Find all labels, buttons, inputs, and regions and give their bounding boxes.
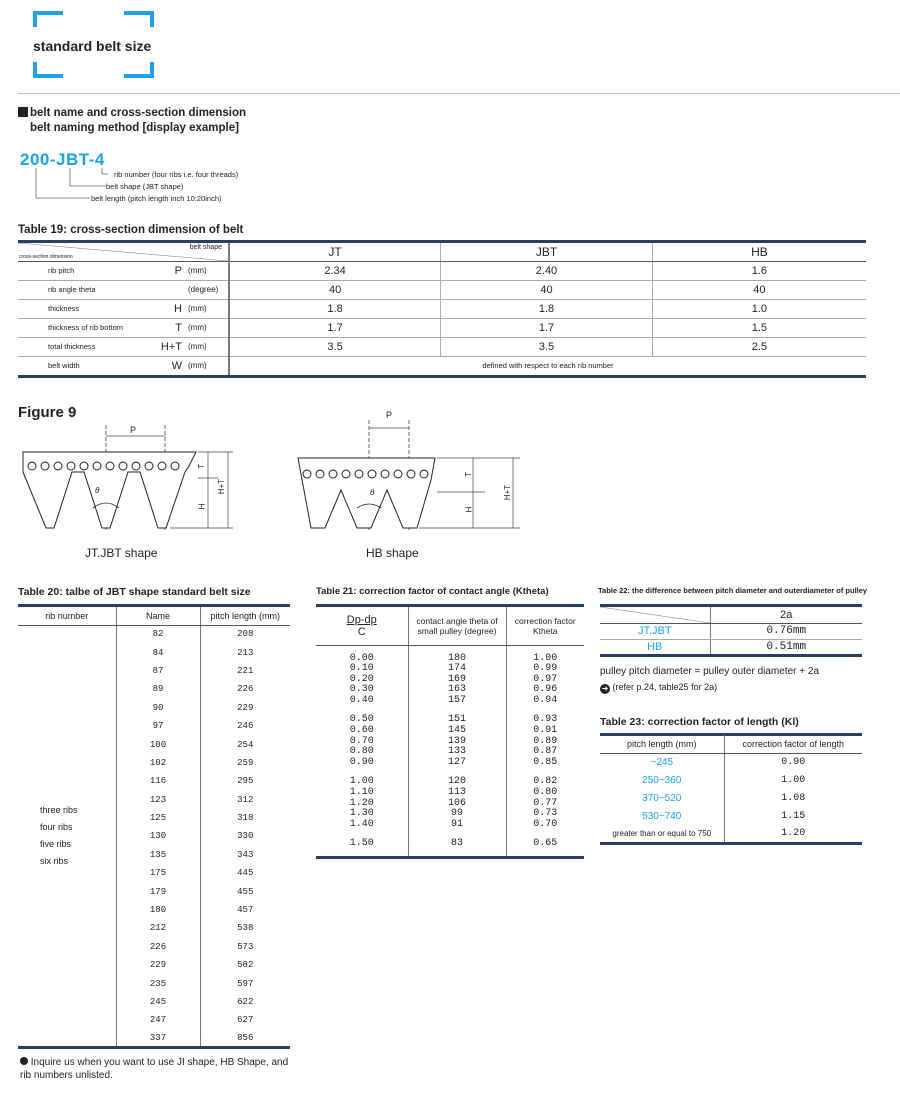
table-row: rib pitch P (mm) 2.34 2.40 1.6	[18, 261, 866, 280]
table-row: 89 226	[18, 680, 290, 698]
table-row: 100 254	[18, 735, 290, 753]
table-row: greater than or equal to 750 1.20	[600, 825, 862, 843]
correction-factor-column	[506, 645, 584, 858]
table-row: 125 318	[18, 809, 290, 827]
table22-ref: ➜ (refer p.24, table25 for 2a)	[601, 682, 718, 693]
rib-note: rib number (four ribs i.e. four threads)	[114, 170, 239, 179]
section-heading: belt name and cross-section dimension belt naming method [display example]	[18, 106, 246, 136]
table20-title: Table 20: talbe of JBT shape standard belt size	[18, 586, 251, 598]
table21-cell: 0.50	[349, 714, 374, 726]
table-row: 135 343	[18, 846, 290, 864]
dp-dp-c-column	[316, 645, 408, 858]
table-row: 130 330	[18, 827, 290, 845]
table21-cell: 0.99	[533, 663, 558, 675]
table20-note: Inquire us when you want to use JI shape, HB Shape, and rib numbers unlisted.	[20, 1057, 289, 1081]
table21-cell: 106	[447, 797, 466, 809]
table-row: 250~360 1.00	[600, 771, 862, 789]
table21-cell: 174	[447, 663, 466, 675]
hb-caption: HB shape	[366, 546, 419, 560]
table-row: 97 246	[18, 717, 290, 735]
table21-cell: 0.30	[349, 684, 374, 696]
table21-title: Table 21: correction factor of contact angle (Ktheta)	[316, 586, 549, 597]
table21-cell: 0.65	[533, 838, 558, 850]
table-row: ~245 0.90	[600, 753, 862, 771]
table-row: rib angle theta (degree) 40 40 40	[18, 280, 866, 299]
hb-t-label: T	[463, 472, 473, 477]
table-row: 123 312	[18, 791, 290, 809]
table21-cell: 151	[447, 714, 466, 726]
table21-cell: 0.10	[349, 663, 374, 675]
table21-cell: 1.10	[349, 787, 374, 799]
table21-cell: 0.94	[533, 694, 558, 706]
table21: Dp-dp C contact angle theta of small pulley (degree) correction factor Ktheta 0.00 0.10 0.20 0.30 0.40 0.50 0.60 0.70 0.80 0.90 1.00 1.10 1.20 1.30 1.40 1.50 180 174 169 163 157 151 145 139 133 127 120 113 106 99 91 83 1.00 0.99 0.97 0.96 0.94 0.93 0.91 0.89 0.87 0.85 0.82 0.80 0.77 0.73 0.70 0.65	[316, 607, 584, 859]
table19-col-hb: HB	[652, 243, 866, 261]
table21-cell: 113	[447, 787, 466, 799]
table21-cell: 0.87	[533, 746, 558, 758]
table-row: 179 455	[18, 882, 290, 900]
table-row: HB 0.51mm	[600, 639, 862, 655]
hb-theta-label: θ	[370, 488, 375, 497]
table-row: 116 295	[18, 772, 290, 790]
bullet-icon	[20, 1057, 28, 1065]
table-row: 180 457	[18, 901, 290, 919]
table21-cell: 0.93	[533, 714, 558, 726]
table21-cell: 120	[447, 776, 466, 788]
shape-note: belt shape (JBT shape)	[106, 182, 184, 191]
contact-angle-column	[408, 645, 506, 858]
hb-shape-diagram	[295, 420, 535, 545]
table-row: JT.JBT 0.76mm	[600, 623, 862, 639]
table23-title: Table 23: correction factor of length (Kl)	[600, 716, 799, 728]
table19-col-jt: JT	[229, 243, 441, 261]
table-row: 84 213	[18, 643, 290, 661]
table21-cell: 1.20	[349, 797, 374, 809]
figure9-title: Figure 9	[18, 404, 77, 421]
table-row: 229 582	[18, 956, 290, 974]
table21-cell: 0.70	[349, 735, 374, 747]
table-row: 337 856	[18, 1030, 290, 1048]
belt-code-example: 200-JBT-4	[20, 150, 105, 169]
table21-cell: 0.80	[533, 787, 558, 799]
table21-cell: 91	[450, 818, 463, 830]
table21-cell: 0.82	[533, 776, 558, 788]
table-row: 90 229	[18, 699, 290, 717]
table19	[18, 243, 866, 378]
hb-h-label: H	[464, 506, 474, 513]
jt-pitch-label: P	[130, 425, 137, 435]
table-row: thickness of rib bottom T (mm) 1.7 1.7 1.5	[18, 318, 866, 337]
table21-cell: 1.00	[533, 652, 558, 664]
table21-cell: 0.20	[349, 673, 374, 685]
table21-cell: 0.73	[533, 808, 558, 820]
table21-cell: 180	[447, 652, 466, 664]
table19-col-jbt: JBT	[441, 243, 653, 261]
table21-cell: 0.85	[533, 756, 558, 768]
rib-number-list: three ribs four ribs five ribs six ribs	[18, 625, 116, 1048]
jt-ht-label: H+T	[217, 478, 227, 495]
table21-cell: 0.91	[533, 725, 558, 737]
jt-h-label: H	[197, 503, 207, 510]
table21-cell: 169	[447, 673, 466, 685]
table21-cell: 1.40	[349, 818, 374, 830]
table-row: 175 445	[18, 864, 290, 882]
table21-cell: 133	[447, 746, 466, 758]
table21-cell: 127	[447, 756, 466, 768]
table19-title: Table 19: cross-section dimension of belt	[18, 224, 244, 236]
table22: 2a JT.JBT 0.76mm HB 0.51mm	[600, 607, 862, 657]
table-row: total thickness H+T (mm) 3.5 3.5 2.5	[18, 337, 866, 356]
table-row: 226 573	[18, 938, 290, 956]
arrow-right-icon: ➜	[601, 684, 609, 693]
table22-title: Table 22: the difference between pitch diameter and outerdiameter of pulley	[598, 586, 868, 595]
table-row: thickness H (mm) 1.8 1.8 1.0	[18, 299, 866, 318]
table-row: 212 538	[18, 919, 290, 937]
table-row: 530~740 1.15	[600, 807, 862, 825]
table21-cell: 1.30	[349, 808, 374, 820]
pitch-formula: pulley pitch diameter = pulley outer diameter + 2a	[600, 666, 820, 677]
table21-cell: 1.50	[349, 838, 374, 850]
table21-cell: 139	[447, 735, 466, 747]
table20: rib number Name pitch length (mm) three ribs four ribs five ribs six ribs 82 208 84 213 87 221 89 226 90 229 97 246 100 254 102 259 116 295 123 312 125 318 130 330 135 343 175 445 179 455 180 457 212 538 226 573 229 582 235 597 245 622 247 627 337 856	[18, 607, 290, 1049]
table21-cell: 1.00	[349, 776, 374, 788]
table-row: 245 622	[18, 993, 290, 1011]
table21-cell: 0.00	[349, 652, 374, 664]
table-row: 102 259	[18, 754, 290, 772]
table21-cell: 0.90	[349, 756, 374, 768]
table21-cell: 163	[447, 684, 466, 696]
table21-cell: 0.96	[533, 684, 558, 696]
table21-cell: 0.97	[533, 673, 558, 685]
table-row: 370~520 1.08	[600, 789, 862, 807]
table-row: 247 627	[18, 1011, 290, 1029]
jt-theta-label: θ	[95, 486, 100, 495]
table21-cell: 0.60	[349, 725, 374, 737]
table21-cell: 83	[450, 838, 463, 850]
table21-cell: 0.89	[533, 735, 558, 747]
jt-jbt-caption: JT.JBT shape	[85, 546, 158, 560]
table21-cell: 157	[447, 694, 466, 706]
table-row: belt width W (mm) defined with respect to each rib number	[18, 356, 866, 376]
header-divider	[18, 93, 900, 94]
table21-cell: 0.40	[349, 694, 374, 706]
hb-pitch-label: P	[386, 410, 393, 420]
table19-corner: belt shape cross-section dimension	[18, 243, 229, 261]
table21-cell: 145	[447, 725, 466, 737]
table21-cell: 0.77	[533, 797, 558, 809]
table21-cell: 99	[450, 808, 463, 820]
table23: pitch length (mm) correction factor of length ~245 0.90 250~360 1.00 370~520 1.08 530~740 1.15 greater than or equal to 750 1.20	[600, 735, 862, 845]
table-row: 235 597	[18, 974, 290, 992]
length-note: belt length (pitch length inch 10:20inch)	[91, 194, 222, 203]
table21-cell: 0.70	[533, 818, 558, 830]
jt-t-label: T	[196, 464, 206, 469]
hb-ht-label: H+T	[503, 484, 513, 501]
square-bullet-icon	[18, 107, 28, 117]
table-row: 87 221	[18, 662, 290, 680]
page-title: standard belt size	[33, 38, 152, 54]
table21-cell: 0.80	[349, 746, 374, 758]
